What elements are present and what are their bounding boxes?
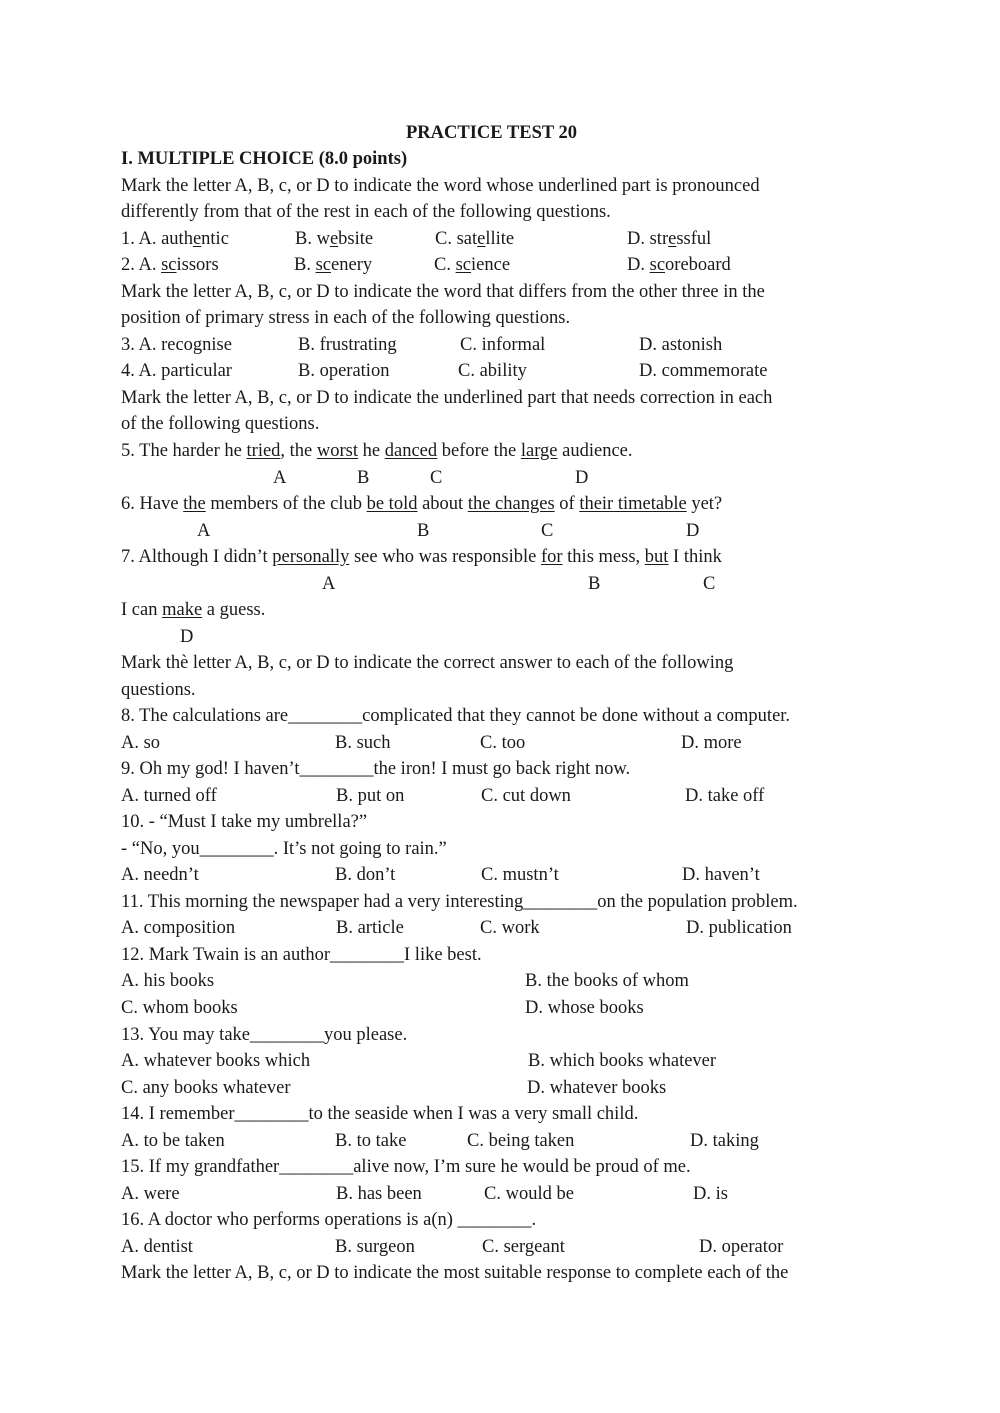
q10-stem-line-2: - “No, you________. It’s not going to rain.” — [121, 839, 447, 859]
q2-option-a: 2. A. scissors — [121, 255, 219, 275]
q6-label-b: B — [417, 521, 430, 541]
q10-option-b: B. don’t — [335, 865, 396, 885]
q7-sentence-line-1: 7. Although I didn’t personally see who was responsible for this mess, but I think — [121, 547, 722, 567]
q6-underline-a: the — [183, 494, 206, 514]
q10-option-d: D. haven’t — [682, 865, 760, 885]
q6-underline-c: the changes — [467, 494, 555, 514]
q2-option-d: D. scoreboard — [627, 255, 731, 275]
q5-underline-d: large — [520, 441, 558, 461]
q4-option-b: B. operation — [298, 361, 390, 381]
q6-underline-d: their timetable — [579, 494, 687, 514]
q2-option-c: C. science — [434, 255, 511, 275]
section-heading: I. MULTIPLE CHOICE (8.0 points) — [121, 149, 408, 169]
q6-label-a: A — [197, 521, 211, 541]
q5-label-a: A — [273, 468, 287, 488]
q15-option-d: D. is — [693, 1184, 728, 1204]
q12-option-c: C. whom books — [121, 998, 238, 1018]
q15-option-c: C. would be — [484, 1184, 574, 1204]
q9-stem: 9. Oh my god! I haven’t________the iron! I must go back right now. — [121, 759, 631, 779]
q5-label-d: D — [575, 468, 589, 488]
q15-option-a: A. were — [121, 1184, 180, 1204]
q6-underline-b: be told — [366, 494, 418, 514]
instruction-pronunciation-line-1: Mark the letter A, B, c, or D to indicate the word whose underlined part is pronounced — [121, 176, 760, 196]
instruction-error-line-1: Mark the letter A, B, c, or D to indicate the underlined part that needs correction in each — [121, 388, 773, 408]
q11-option-c: C. work — [480, 918, 540, 938]
q14-option-c: C. being taken — [467, 1131, 575, 1151]
q13-stem: 13. You may take________you please. — [121, 1025, 408, 1045]
q8-option-b: B. such — [335, 733, 391, 753]
instruction-choice-line-2: questions. — [121, 680, 196, 700]
q6-label-d: D — [686, 521, 700, 541]
q5-sentence: 5. The harder he tried, the worst he danced before the large audience. — [121, 441, 633, 461]
q5-label-b: B — [357, 468, 370, 488]
q1-c-underline: e — [477, 229, 486, 249]
q11-option-b: B. article — [336, 918, 404, 938]
instruction-error-line-2: of the following questions. — [121, 414, 320, 434]
q16-option-d: D. operator — [699, 1237, 784, 1257]
q14-option-d: D. taking — [690, 1131, 759, 1151]
q1-option-b: B. website — [295, 229, 374, 249]
q14-option-b: B. to take — [335, 1131, 407, 1151]
q2-a-underline: sc — [161, 255, 177, 275]
q1-option-d: D. stressful — [627, 229, 712, 249]
q13-option-b: B. which books whatever — [528, 1051, 717, 1071]
q10-option-c: C. mustn’t — [481, 865, 559, 885]
q9-option-b: B. put on — [336, 786, 405, 806]
instruction-pronunciation-line-2: differently from that of the rest in each of the following questions. — [121, 202, 611, 222]
q8-option-a: A. so — [121, 733, 161, 753]
q12-option-d: D. whose books — [525, 998, 644, 1018]
q12-option-b: B. the books of whom — [525, 971, 689, 991]
q16-option-b: B. surgeon — [335, 1237, 415, 1257]
q8-stem: 8. The calculations are________complicated that they cannot be done without a computer. — [121, 706, 791, 726]
q1-option-c: C. satellite — [435, 229, 515, 249]
q2-d-underline: sc — [649, 255, 666, 275]
q4-option-d: D. commemorate — [639, 361, 768, 381]
q8-option-c: C. too — [480, 733, 526, 753]
q3-option-d: D. astonish — [639, 335, 723, 355]
q5-underline-c: danced — [384, 441, 438, 461]
q7-underline-a: personally — [272, 547, 350, 567]
q15-option-b: B. has been — [336, 1184, 422, 1204]
q7-label-c: C — [703, 574, 716, 594]
q10-option-a: A. needn’t — [121, 865, 199, 885]
q5-underline-a: tried — [246, 441, 281, 461]
q6-sentence: 6. Have the members of the club be told about the changes of their timetable yet? — [121, 494, 723, 514]
q2-c-underline: sc — [455, 255, 472, 275]
q1-option-a: 1. A. authentic — [121, 229, 229, 249]
instruction-stress-line-1: Mark the letter A, B, c, or D to indicate the word that differs from the other three in the — [121, 282, 765, 302]
q13-option-d: D. whatever books — [527, 1078, 667, 1098]
q7-label-b: B — [588, 574, 601, 594]
q7-underline-d: make — [162, 600, 203, 620]
q13-option-c: C. any books whatever — [121, 1078, 291, 1098]
q9-option-a: A. turned off — [121, 786, 217, 806]
q11-option-a: A. composition — [121, 918, 236, 938]
q9-option-d: D. take off — [685, 786, 765, 806]
q16-option-a: A. dentist — [121, 1237, 193, 1257]
q2-option-b: B. scenery — [294, 255, 373, 275]
instruction-response-line-1: Mark the letter A, B, c, or D to indicate the most suitable response to complete each of the — [121, 1263, 789, 1283]
q14-option-a: A. to be taken — [121, 1131, 225, 1151]
q1-d-underline: e — [668, 229, 677, 249]
q5-label-c: C — [430, 468, 443, 488]
q4-option-c: C. ability — [458, 361, 527, 381]
q11-option-d: D. publication — [686, 918, 792, 938]
q7-label-d: D — [180, 627, 194, 647]
q14-stem: 14. I remember________to the seaside when I was a very small child. — [121, 1104, 639, 1124]
q3-option-c: C. informal — [460, 335, 546, 355]
q8-option-d: D. more — [681, 733, 742, 753]
q16-stem: 16. A doctor who performs operations is a(n) ________. — [121, 1210, 537, 1230]
q16-option-c: C. sergeant — [482, 1237, 565, 1257]
page-title: PRACTICE TEST 20 — [406, 123, 578, 143]
q7-underline-b: for — [540, 547, 563, 567]
q15-stem: 15. If my grandfather________alive now, I’m sure he would be proud of me. — [121, 1157, 691, 1177]
q1-a-underline: e — [192, 229, 202, 249]
instruction-choice-line-1: Mark thè letter A, B, c, or D to indicate the correct answer to each of the following — [121, 653, 734, 673]
q3-option-a: 3. A. recognise — [121, 335, 232, 355]
q12-option-a: A. his books — [121, 971, 215, 991]
q7-label-a: A — [322, 574, 336, 594]
q3-option-b: B. frustrating — [298, 335, 397, 355]
instruction-stress-line-2: position of primary stress in each of the following questions. — [121, 308, 571, 328]
q7-underline-c: but — [644, 547, 669, 567]
q2-b-underline: sc — [315, 255, 332, 275]
q11-stem: 11. This morning the newspaper had a very interesting________on the population problem. — [121, 892, 798, 912]
q4-option-a: 4. A. particular — [121, 361, 232, 381]
q9-option-c: C. cut down — [481, 786, 571, 806]
q13-option-a: A. whatever books which — [121, 1051, 311, 1071]
q7-sentence-line-2: I can make a guess. — [121, 600, 266, 620]
q1-b-underline: e — [329, 229, 339, 249]
q5-underline-b: worst — [316, 441, 359, 461]
q6-label-c: C — [541, 521, 554, 541]
q10-stem-line-1: 10. - “Must I take my umbrella?” — [121, 812, 368, 832]
q12-stem: 12. Mark Twain is an author________I like best. — [121, 945, 482, 965]
